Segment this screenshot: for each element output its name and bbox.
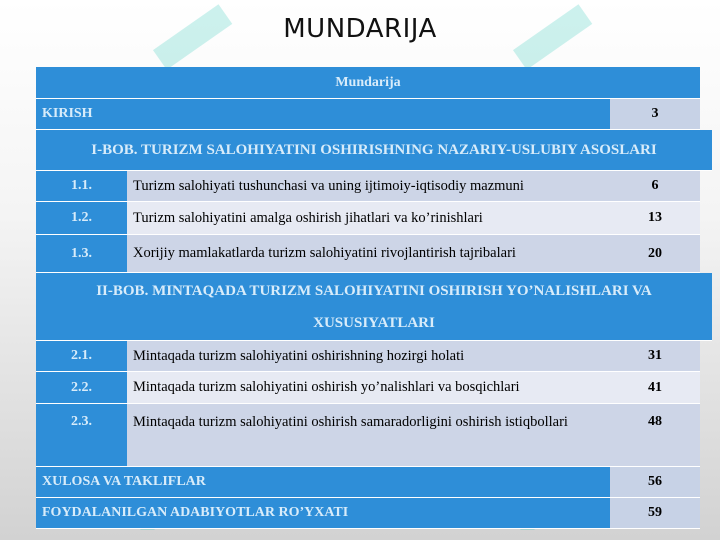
section-number: 2.1.: [36, 341, 127, 371]
section-page: 31: [610, 341, 700, 371]
section-title: Mintaqada turizm salohiyatini oshirish yo’nalishlari va bosqichlari: [127, 372, 610, 403]
section-title: Xorijiy mamlakatlarda turizm salohiyatini rivojlantirish tajribalari: [127, 235, 610, 272]
section-title: Turizm salohiyati tushunchasi va uning ijtimoiy-iqtisodiy mazmuni: [127, 171, 610, 201]
section-number: 1.1.: [36, 171, 127, 201]
table-row: [36, 372, 700, 404]
toc-header: Mundarija: [36, 67, 700, 99]
table-of-contents: [36, 67, 700, 529]
section-title: Mintaqada turizm salohiyatini oshirish samaradorligini oshirish istiqbollari: [127, 404, 610, 466]
toc-entry-page: 3: [610, 99, 700, 129]
toc-entry-label: FOYDALANILGAN ADABIYOTLAR RO’YXATI: [36, 498, 610, 528]
toc-entry-page: 59: [610, 498, 700, 528]
table-row: [36, 404, 700, 467]
chapter-2-title: II-BOB. MINTAQADA TURIZM SALOHIYATINI OSHIRISH YO’NALISHLARI VA XUSUSIYATLARI: [36, 273, 712, 341]
section-title: Mintaqada turizm salohiyatini oshirishning hozirgi holati: [127, 341, 610, 371]
toc-row-kirish: [36, 99, 700, 130]
section-page: 48: [610, 404, 700, 466]
chapter-1-title: I-BOB. TURIZM SALOHIYATINI OSHIRISHNING NAZARIY-USLUBIY ASOSLARI: [36, 130, 712, 171]
table-row: [36, 235, 700, 273]
toc-row-adabiyotlar: [36, 498, 700, 529]
toc-entry-label: KIRISH: [36, 99, 610, 129]
toc-entry-page: 56: [610, 467, 700, 497]
toc-entry-label: XULOSA VA TAKLIFLAR: [36, 467, 610, 497]
section-number: 1.2.: [36, 202, 127, 234]
section-page: 6: [610, 171, 700, 201]
table-row: [36, 341, 700, 372]
slide-title: MUNDARIJA: [283, 14, 437, 44]
section-page: 41: [610, 372, 700, 403]
section-page: 13: [610, 202, 700, 234]
section-title: Turizm salohiyatini amalga oshirish jihatlari va ko’rinishlari: [127, 202, 610, 234]
section-page: 20: [610, 235, 700, 272]
table-row: [36, 171, 700, 202]
toc-row-xulosa: [36, 467, 700, 498]
table-row: [36, 202, 700, 235]
section-number: 1.3.: [36, 235, 127, 272]
section-number: 2.3.: [36, 404, 127, 466]
section-number: 2.2.: [36, 372, 127, 403]
